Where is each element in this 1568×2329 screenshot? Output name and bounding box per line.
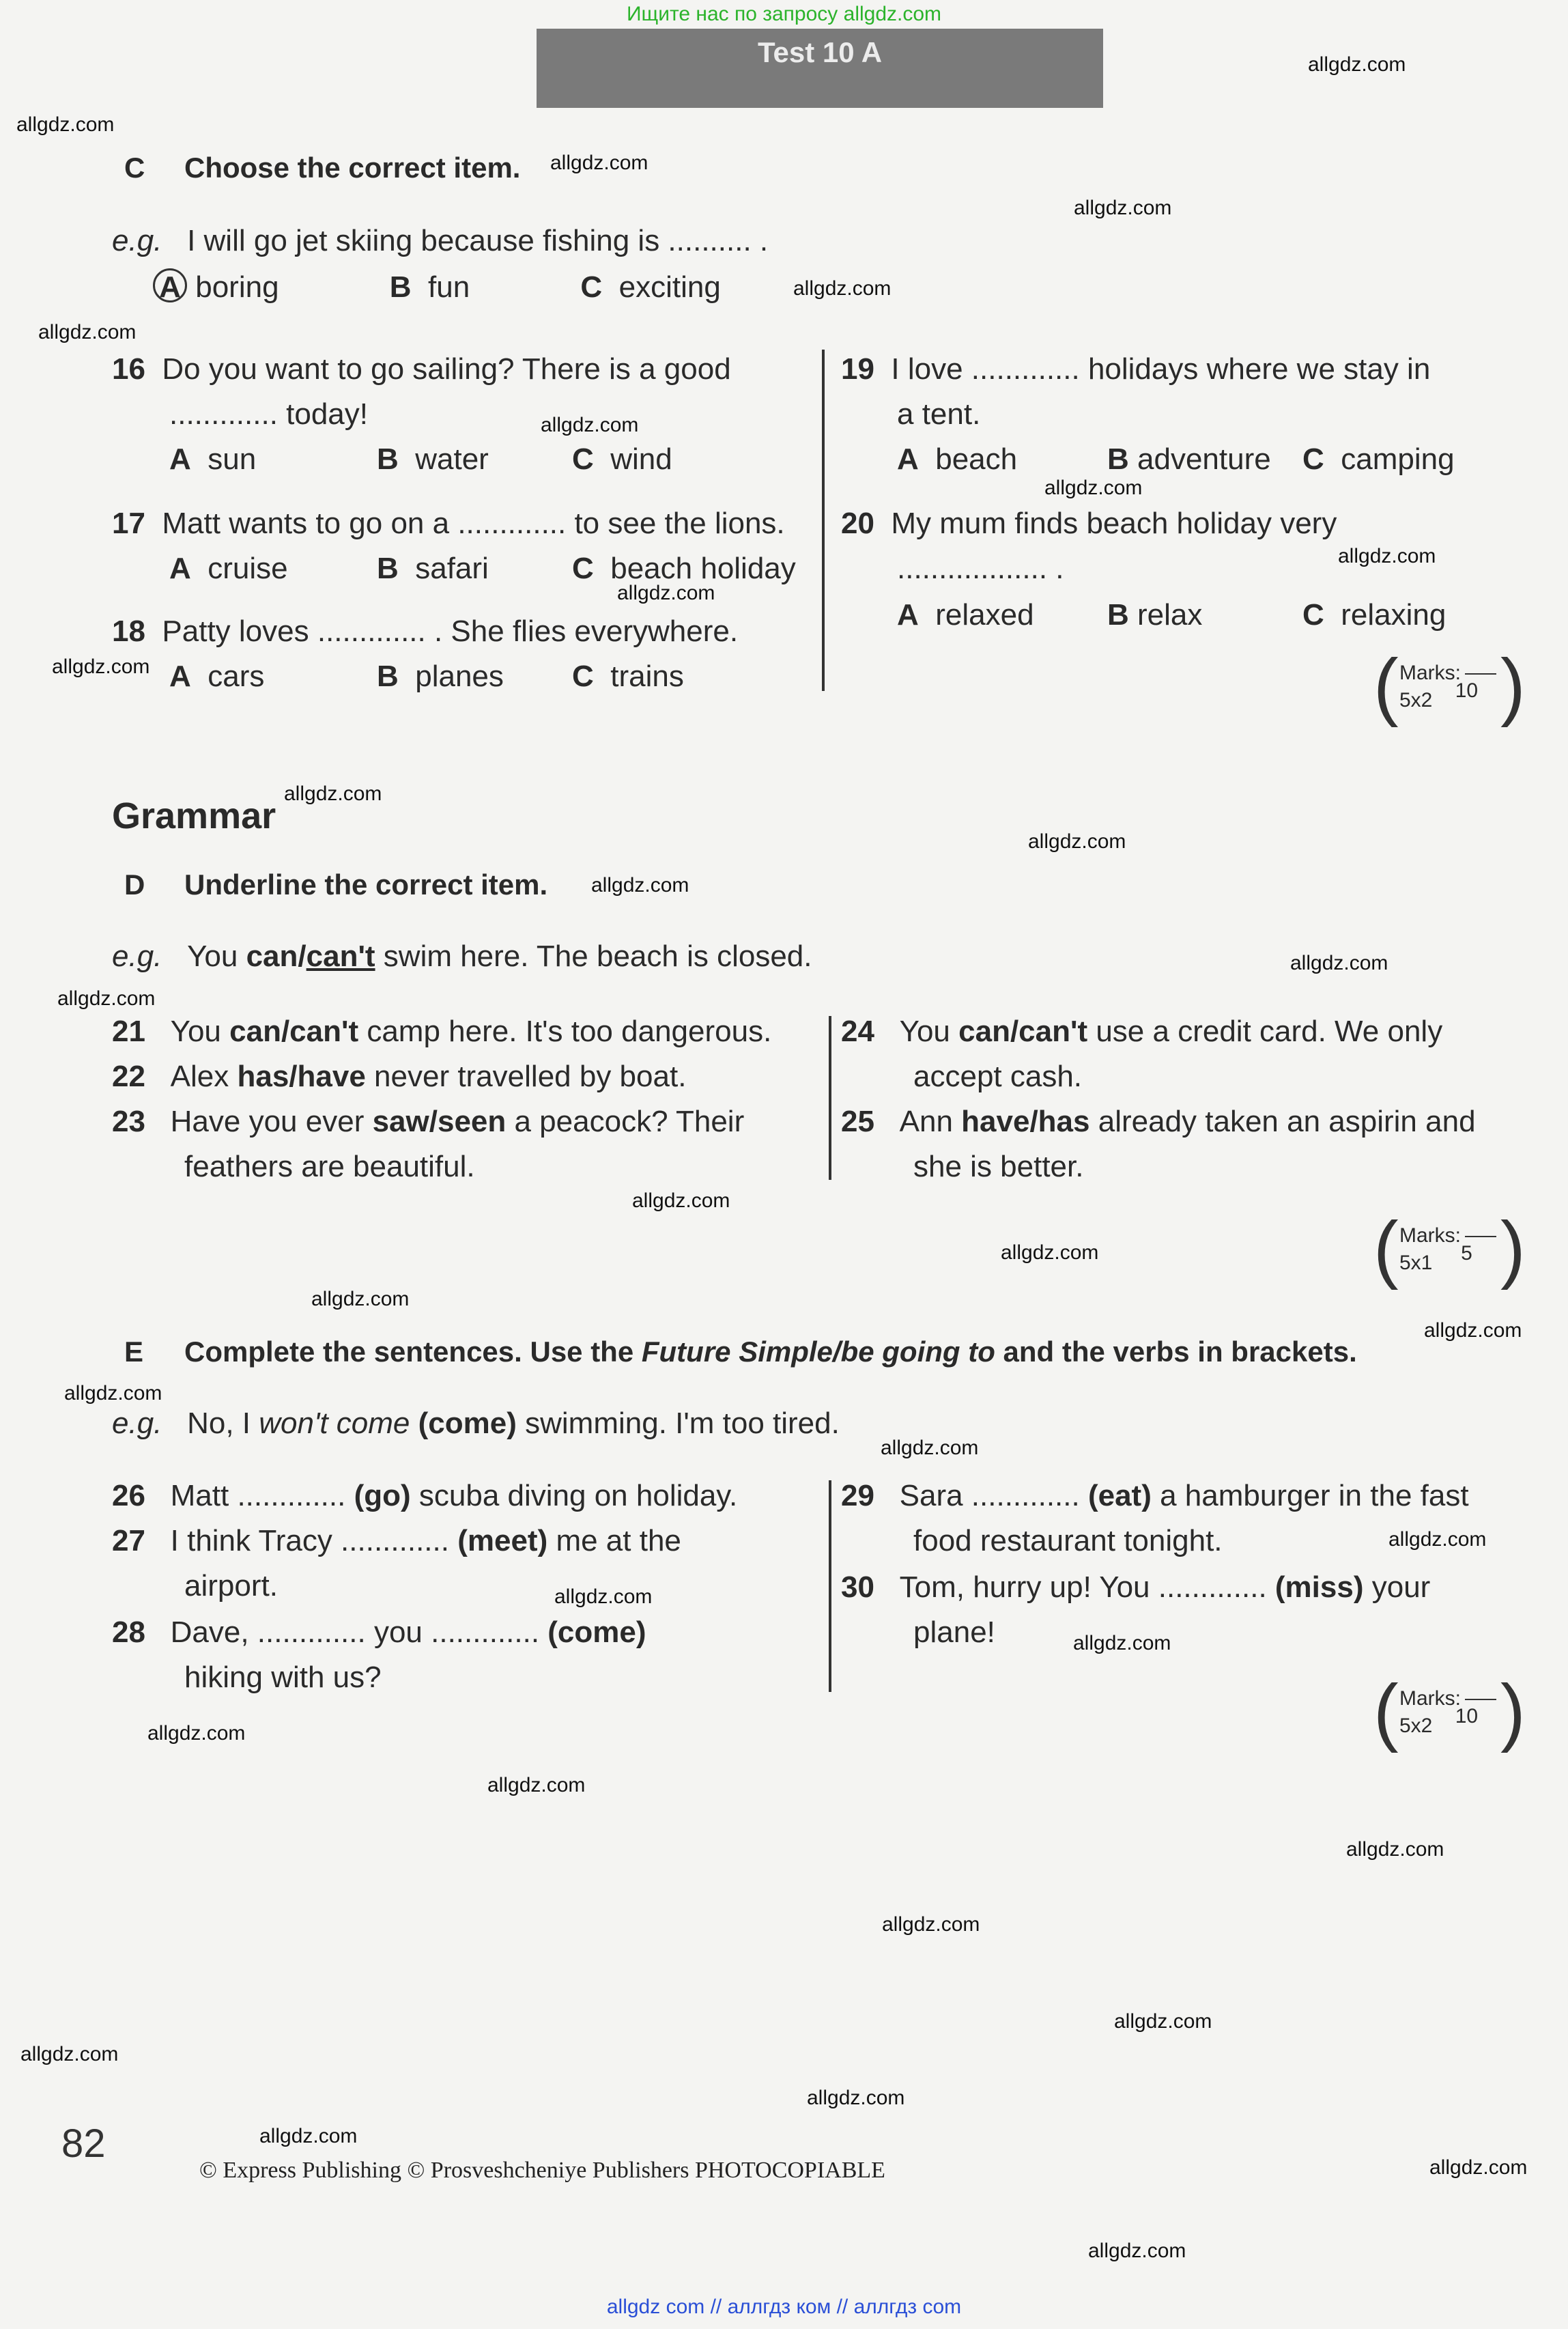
watermark: allgdz.com — [1028, 830, 1126, 853]
question-30-line2: plane! — [913, 1615, 995, 1649]
watermark: allgdz.com — [1388, 1528, 1487, 1551]
test-title: Test 10 A — [537, 29, 1103, 108]
question-25: 25 Ann have/has already taken an aspirin and — [841, 1105, 1476, 1138]
section-c-letter: C — [124, 152, 145, 184]
question-19-line2: a tent. — [897, 397, 981, 431]
watermark: allgdz.com — [1114, 2010, 1212, 2033]
watermark: allgdz.com — [1088, 2240, 1186, 2262]
page-number: 82 — [61, 2121, 106, 2166]
question-19: 19 I love ............. holidays where we stay in — [841, 352, 1431, 386]
watermark: allgdz.com — [882, 1913, 980, 1936]
watermark: allgdz.com — [64, 1382, 162, 1405]
question-27-line2: airport. — [184, 1569, 278, 1603]
marks-bracket-right: ) — [1500, 1669, 1526, 1753]
watermark: allgdz.com — [793, 277, 892, 300]
question-18-option-b: B planes — [377, 660, 504, 693]
watermark: allgdz.com — [38, 321, 137, 343]
example-options: A boring B fun C exciting — [153, 265, 721, 310]
question-23-line2: feathers are beautiful. — [184, 1150, 475, 1183]
watermark: allgdz.com — [1290, 952, 1388, 974]
section-c-example: e.g. I will go jet skiing because fishing is .......... . — [112, 224, 769, 257]
watermark: allgdz.com — [1429, 2156, 1528, 2179]
watermark: allgdz.com — [591, 874, 689, 897]
question-28-line2: hiking with us? — [184, 1661, 382, 1694]
question-18: 18 Patty loves ............. . She flies everywhere. — [112, 615, 739, 648]
question-17-option-a: A cruise — [169, 552, 288, 585]
watermark: allgdz.com — [632, 1189, 730, 1212]
question-20-option-c: C relaxing — [1302, 598, 1446, 632]
question-16-option-b: B water — [377, 442, 489, 476]
question-20-line2: .................. . — [897, 552, 1064, 585]
question-16-line2: ............. today! — [169, 397, 369, 431]
watermark: allgdz.com — [20, 2043, 119, 2065]
bottom-banner[interactable]: allgdz com // аллгдз ком // аллгдз com — [606, 2296, 962, 2318]
column-divider — [829, 1016, 831, 1180]
section-d-title: Underline the correct item. — [184, 869, 548, 901]
question-30: 30 Tom, hurry up! You ............. (miss) your — [841, 1570, 1431, 1604]
section-d-letter: D — [124, 869, 145, 901]
question-19-option-b: B adventure — [1107, 442, 1271, 476]
question-24-line2: accept cash. — [913, 1060, 1083, 1093]
watermark: allgdz.com — [1044, 477, 1143, 499]
column-divider — [822, 350, 825, 691]
question-18-option-a: A cars — [169, 660, 265, 693]
watermark: allgdz.com — [1308, 53, 1406, 76]
marks-d: Marks: 5x1 5 — [1399, 1222, 1496, 1277]
question-25-line2: she is better. — [913, 1150, 1084, 1183]
watermark: allgdz.com — [147, 1722, 246, 1745]
watermark: allgdz.com — [1001, 1241, 1099, 1264]
section-e-example: e.g. No, I won't come (come) swimming. I'm too tired. — [112, 1407, 840, 1440]
question-23: 23 Have you ever saw/seen a peacock? Their — [112, 1105, 745, 1138]
section-e-title: Complete the sentences. Use the Future Simple/be going to and the verbs in brackets. — [184, 1336, 1357, 1368]
question-29-line2: food restaurant tonight. — [913, 1524, 1223, 1557]
watermark: allgdz.com — [1074, 197, 1172, 219]
question-20-option-a: A relaxed — [897, 598, 1034, 632]
watermark: allgdz.com — [57, 987, 156, 1010]
watermark: allgdz.com — [311, 1288, 410, 1310]
marks-bracket-right: ) — [1500, 1206, 1526, 1290]
marks-bracket-left: ( — [1373, 644, 1399, 728]
question-29: 29 Sara ............. (eat) a hamburger in the fast — [841, 1479, 1469, 1512]
copyright-footer: © Express Publishing © Prosveshcheniye Publishers PHOTOCOPIABLE — [199, 2158, 885, 2183]
question-21: 21 You can/can't camp here. It's too dangerous. — [112, 1015, 772, 1048]
watermark: allgdz.com — [1338, 545, 1436, 567]
question-16-options: A sun — [169, 442, 257, 476]
question-22: 22 Alex has/have never travelled by boat. — [112, 1060, 687, 1093]
answer-circle: A — [153, 268, 187, 302]
question-26: 26 Matt ............. (go) scuba diving on holiday. — [112, 1479, 738, 1512]
watermark: allgdz.com — [554, 1585, 653, 1608]
grammar-heading: Grammar — [112, 795, 276, 836]
section-e-letter: E — [124, 1336, 144, 1368]
question-18-option-c: C trains — [572, 660, 684, 693]
watermark: allgdz.com — [1073, 1632, 1171, 1654]
question-17-option-b: B safari — [377, 552, 489, 585]
question-28: 28 Dave, ............. you ............. (come) — [112, 1615, 646, 1649]
marks-bracket-left: ( — [1373, 1206, 1399, 1290]
column-divider — [829, 1480, 831, 1692]
watermark: allgdz.com — [617, 582, 715, 604]
watermark: allgdz.com — [1346, 1838, 1444, 1861]
watermark: allgdz.com — [487, 1774, 586, 1796]
question-17-option-c: C beach holiday — [572, 552, 796, 585]
watermark: allgdz.com — [881, 1437, 979, 1459]
question-17: 17 Matt wants to go on a ............. to see the lions. — [112, 507, 785, 540]
question-24: 24 You can/can't use a credit card. We only — [841, 1015, 1443, 1048]
top-banner[interactable]: Ищите нас по запросу allgdz.com — [626, 3, 942, 25]
question-16-option-c: C wind — [572, 442, 672, 476]
marks-bracket-left: ( — [1373, 1669, 1399, 1753]
question-16: 16 Do you want to go sailing? There is a good — [112, 352, 731, 386]
section-d-example: e.g. You can/can't swim here. The beach is closed. — [112, 940, 812, 973]
section-c-title: Choose the correct item. — [184, 152, 521, 184]
question-19-option-c: C camping — [1302, 442, 1455, 476]
question-20: 20 My mum finds beach holiday very — [841, 507, 1337, 540]
question-19-option-a: A beach — [897, 442, 1018, 476]
watermark: allgdz.com — [284, 782, 382, 805]
watermark: allgdz.com — [16, 113, 115, 136]
marks-bracket-right: ) — [1500, 644, 1526, 728]
marks-c: Marks: 5x2 10 — [1399, 660, 1496, 714]
watermark: allgdz.com — [550, 152, 648, 174]
watermark: allgdz.com — [1424, 1319, 1522, 1342]
marks-e: Marks: 5x2 10 — [1399, 1685, 1496, 1740]
watermark: allgdz.com — [259, 2125, 358, 2147]
question-20-option-b: B relax — [1107, 598, 1203, 632]
question-27: 27 I think Tracy ............. (meet) me at the — [112, 1524, 681, 1557]
watermark: allgdz.com — [541, 414, 639, 436]
watermark: allgdz.com — [807, 2087, 905, 2109]
watermark: allgdz.com — [52, 655, 150, 678]
